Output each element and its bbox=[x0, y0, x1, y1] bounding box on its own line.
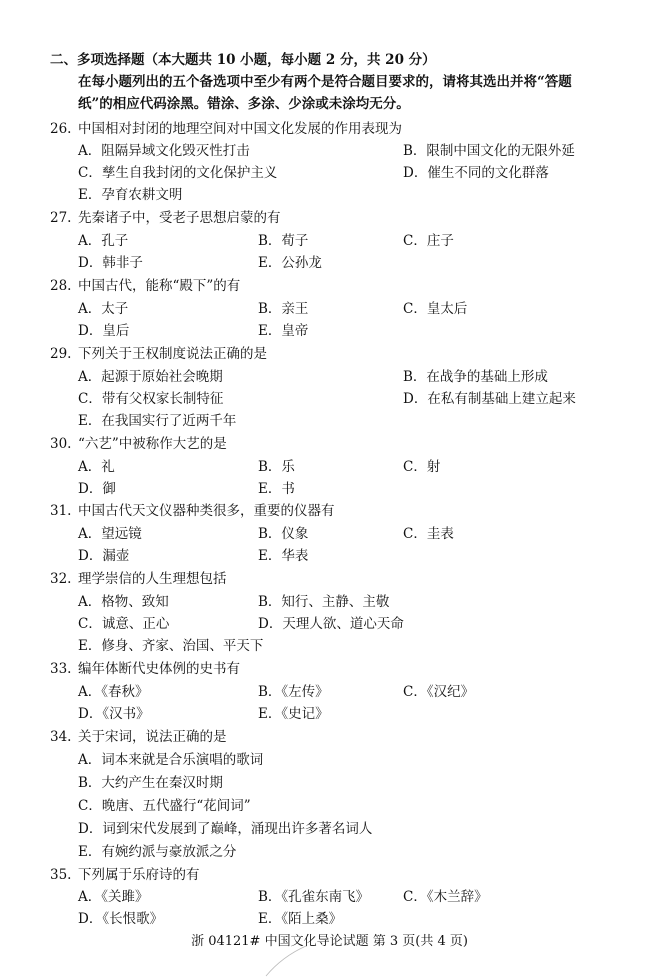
question-29-stem bbox=[0, 343, 659, 365]
instruction-line-2 bbox=[0, 93, 659, 115]
option-c: C．带有父权家长制特征 bbox=[78, 391, 224, 407]
question-32-stem bbox=[0, 568, 659, 590]
option-b: B．限制中国文化的无限外延 bbox=[403, 143, 575, 159]
option-c: C．晚唐、五代盛行“花间词” bbox=[78, 798, 251, 814]
option-c: C．诚意、正心 bbox=[78, 616, 170, 632]
option-b: B．在战争的基础上形成 bbox=[403, 369, 548, 385]
option-a: A．礼 bbox=[78, 459, 115, 475]
option-a: A．《关雎》 bbox=[78, 889, 149, 905]
option-c: C．《汉纪》 bbox=[403, 684, 475, 700]
question-35-stem bbox=[0, 864, 659, 886]
question-text: 先秦诸子中，受老子思想启蒙的有 bbox=[78, 210, 281, 226]
option-d: D．天理人欲、道心天命 bbox=[258, 616, 404, 632]
option-e: E．孕育农耕文明 bbox=[78, 187, 183, 203]
section-heading-line bbox=[0, 49, 659, 71]
option-d: D．《长恨歌》 bbox=[78, 911, 164, 927]
option-d: D．漏壶 bbox=[78, 548, 130, 564]
question-30-options-row-1 bbox=[0, 456, 659, 478]
question-34-option-a-row bbox=[0, 749, 659, 771]
question-34-option-b-row bbox=[0, 772, 659, 794]
question-30-options-row-2 bbox=[0, 478, 659, 500]
question-29-options-row-2 bbox=[0, 388, 659, 410]
question-26-stem bbox=[0, 118, 659, 140]
question-number: 26. bbox=[50, 121, 72, 137]
question-31-options-row-1 bbox=[0, 523, 659, 545]
question-28-options-row-2 bbox=[0, 320, 659, 342]
option-b: B．乐 bbox=[258, 459, 295, 475]
question-31-stem bbox=[0, 500, 659, 522]
question-33-stem bbox=[0, 658, 659, 680]
question-27-options-row-1 bbox=[0, 230, 659, 252]
option-b: B．荀子 bbox=[258, 233, 309, 249]
option-b: B．《孔雀东南飞》 bbox=[258, 889, 370, 905]
option-d: D．御 bbox=[78, 481, 116, 497]
option-a: A．太子 bbox=[78, 301, 129, 317]
question-34-option-e-row bbox=[0, 841, 659, 863]
question-text: 中国相对封闭的地理空间对中国文化发展的作用表现为 bbox=[78, 121, 402, 137]
scan-mark-decoration bbox=[262, 944, 310, 978]
question-number: 30. bbox=[50, 436, 72, 452]
question-30-stem bbox=[0, 433, 659, 455]
option-e: E．在我国实行了近两千年 bbox=[78, 413, 237, 429]
option-c: C．庄子 bbox=[403, 233, 454, 249]
instruction-text-2: 纸”的相应代码涂黑。错涂、多涂、少涂或未涂均无分。 bbox=[78, 96, 410, 112]
question-28-options-row-1 bbox=[0, 298, 659, 320]
question-number: 31. bbox=[50, 503, 72, 519]
option-e: E．《陌上桑》 bbox=[258, 911, 343, 927]
option-a: A．望远镜 bbox=[78, 526, 142, 542]
option-b: B．知行、主静、主敬 bbox=[258, 594, 390, 610]
option-d: D．词到宋代发展到了巅峰，涌现出许多著名词人 bbox=[78, 821, 373, 837]
question-29-options-row-1 bbox=[0, 366, 659, 388]
question-31-options-row-2 bbox=[0, 545, 659, 567]
question-34-option-d-row bbox=[0, 818, 659, 840]
option-e: E．皇帝 bbox=[258, 323, 309, 339]
question-text: 下列关于王权制度说法正确的是 bbox=[78, 346, 267, 362]
question-number: 34. bbox=[50, 729, 72, 745]
option-e: E．修身、齐家、治国、平天下 bbox=[78, 638, 264, 654]
option-b: B．《左传》 bbox=[258, 684, 329, 700]
option-c: C．孳生自我封闭的文化保护主义 bbox=[78, 165, 278, 181]
option-d: D．皇后 bbox=[78, 323, 130, 339]
question-26-options-row-2 bbox=[0, 162, 659, 184]
question-number: 29. bbox=[50, 346, 72, 362]
question-34-option-c-row bbox=[0, 795, 659, 817]
option-a: A．起源于原始社会晚期 bbox=[78, 369, 223, 385]
question-26-options-row-3 bbox=[0, 184, 659, 206]
option-e: E．《史记》 bbox=[258, 706, 329, 722]
question-27-options-row-2 bbox=[0, 252, 659, 274]
question-number: 33. bbox=[50, 661, 72, 677]
option-a: A．孔子 bbox=[78, 233, 129, 249]
question-number: 35. bbox=[50, 867, 72, 883]
question-text: 理学崇信的人生理想包括 bbox=[78, 571, 227, 587]
question-26-options-row-1 bbox=[0, 140, 659, 162]
option-c: C．《木兰辞》 bbox=[403, 889, 488, 905]
question-29-options-row-3 bbox=[0, 410, 659, 432]
option-c: C．皇太后 bbox=[403, 301, 468, 317]
option-c: C．圭表 bbox=[403, 526, 454, 542]
question-number: 27. bbox=[50, 210, 72, 226]
question-text: 中国古代天文仪器种类很多，重要的仪器有 bbox=[78, 503, 335, 519]
question-32-options-row-3 bbox=[0, 635, 659, 657]
section-heading: 二、多项选择题（本大题共 10 小题，每小题 2 分，共 20 分） bbox=[50, 52, 436, 68]
option-d: D．《汉书》 bbox=[78, 706, 150, 722]
question-number: 32. bbox=[50, 571, 72, 587]
option-e: E．公孙龙 bbox=[258, 255, 322, 271]
question-33-options-row-2 bbox=[0, 703, 659, 725]
option-d: D．韩非子 bbox=[78, 255, 143, 271]
option-a: A．格物、致知 bbox=[78, 594, 169, 610]
option-e: E．有婉约派与豪放派之分 bbox=[78, 844, 237, 860]
question-text: 下列属于乐府诗的有 bbox=[78, 867, 200, 883]
option-b: B．仪象 bbox=[258, 526, 309, 542]
question-27-stem bbox=[0, 207, 659, 229]
option-d: D．催生不同的文化群落 bbox=[403, 165, 549, 181]
option-b: B．亲王 bbox=[258, 301, 309, 317]
question-text: 中国古代，能称“殿下”的有 bbox=[78, 278, 241, 294]
instruction-text-1: 在每小题列出的五个备选项中至少有两个是符合题目要求的，请将其选出并将“答题 bbox=[78, 74, 572, 90]
option-d: D．在私有制基础上建立起来 bbox=[403, 391, 576, 407]
question-number: 28. bbox=[50, 278, 72, 294]
option-a: A．《春秋》 bbox=[78, 684, 149, 700]
question-35-options-row-2 bbox=[0, 908, 659, 930]
question-28-stem bbox=[0, 275, 659, 297]
option-e: E．华表 bbox=[258, 548, 309, 564]
option-e: E．书 bbox=[258, 481, 295, 497]
question-32-options-row-2 bbox=[0, 613, 659, 635]
option-b: B．大约产生在秦汉时期 bbox=[78, 775, 223, 791]
question-text: 关于宋词，说法正确的是 bbox=[78, 729, 227, 745]
question-33-options-row-1 bbox=[0, 681, 659, 703]
question-34-stem bbox=[0, 726, 659, 748]
question-35-options-row-1 bbox=[0, 886, 659, 908]
option-a: A．词本来就是合乐演唱的歌词 bbox=[78, 752, 264, 768]
page-footer: 浙 04121# 中国文化导论试题 第 3 页(共 4 页) bbox=[191, 934, 468, 949]
option-c: C．射 bbox=[403, 459, 441, 475]
question-32-options-row-1 bbox=[0, 591, 659, 613]
question-text: “六艺”中被称作大艺的是 bbox=[78, 436, 227, 452]
question-text: 编年体断代史体例的史书有 bbox=[78, 661, 240, 677]
instruction-line-1 bbox=[0, 71, 659, 93]
option-a: A．阻隔异域文化毁灭性打击 bbox=[78, 143, 250, 159]
